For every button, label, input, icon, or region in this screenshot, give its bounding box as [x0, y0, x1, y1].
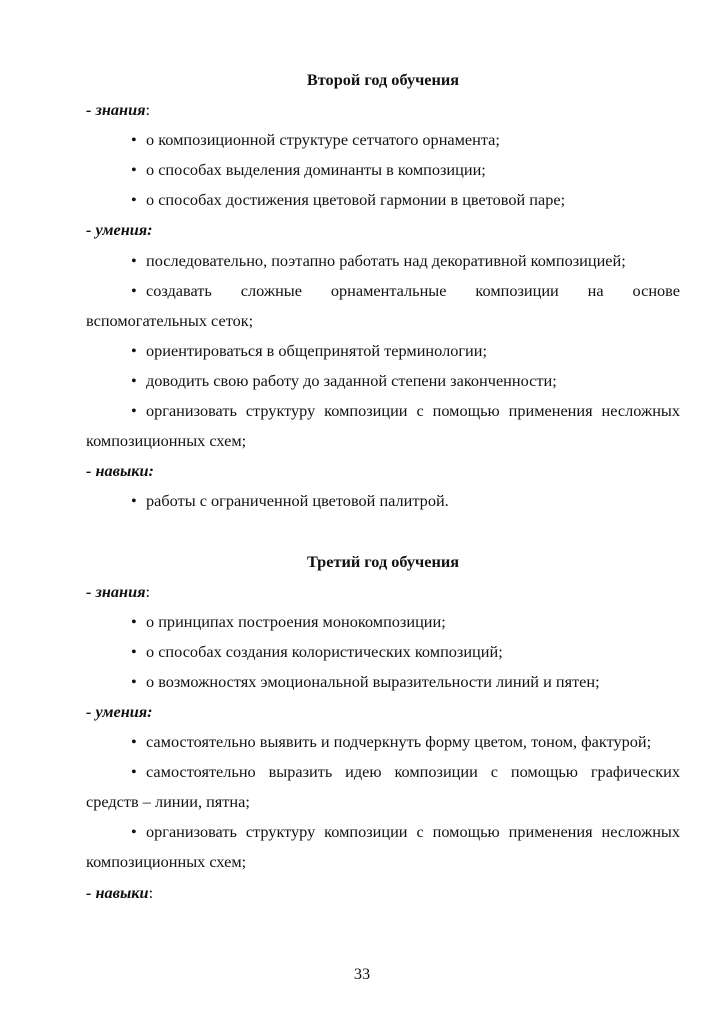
list-item [86, 637, 680, 667]
list-item-text: работы с ограниченной цветовой палитрой. [146, 491, 449, 511]
list-item [86, 336, 680, 366]
section-spacer [86, 516, 680, 546]
list-item [86, 817, 680, 877]
list-item [86, 125, 680, 155]
list-item-text: доводить свою работу до заданной степени законченности; [146, 370, 557, 390]
bullet-icon: • [131, 280, 137, 300]
group-label-text: - знания [86, 100, 146, 120]
bullet-icon: • [131, 732, 137, 752]
list-item-text: организовать структуру композиции с помощью применения несложных композиционных схем; [86, 401, 680, 451]
section-title: Второй год обучения [306, 70, 460, 89]
list-item [86, 185, 680, 215]
list-item [86, 396, 680, 456]
bullet-icon: • [131, 491, 137, 511]
bullet-icon: • [131, 130, 137, 150]
group-label [86, 456, 680, 486]
section-title: Третий год обучения [306, 551, 460, 571]
bullet-icon: • [131, 401, 137, 421]
bullet-icon: • [131, 250, 137, 270]
group-label [86, 878, 680, 908]
bullet-icon: • [131, 370, 137, 390]
bullet-icon: • [131, 671, 137, 691]
group-label-text: - умения: [86, 220, 153, 240]
list-item-text: о способах выделения доминанты в композиции; [146, 160, 486, 180]
list-item [86, 155, 680, 185]
list-item-text: ориентироваться в общепринятой терминологии; [146, 340, 487, 360]
group-label-colon: : [145, 581, 151, 601]
list-item [86, 486, 680, 516]
list-item-text: организовать структуру композиции с помощью применения несложных композиционных схем; [86, 822, 680, 872]
group-label-colon: : [148, 882, 154, 902]
bullet-icon: • [131, 822, 137, 842]
list-item-text: о возможностях эмоциональной выразительности линий и пятен; [146, 671, 600, 691]
group-label [86, 697, 680, 727]
list-item [86, 667, 680, 697]
group-label-text: - знания [86, 581, 146, 601]
group-label [86, 577, 680, 607]
list-item-text: о принципах построения монокомпозиции; [146, 611, 446, 631]
list-item-text: самостоятельно выразить идею композиции с помощью графических средств – линии, пятна; [86, 762, 680, 812]
bullet-icon: • [131, 641, 137, 661]
list-item-text: о композиционной структуре сетчатого орнамента; [146, 130, 500, 150]
document-body [86, 65, 680, 908]
bullet-icon: • [131, 340, 137, 360]
list-item-text: о способах создания колористических композиций; [146, 641, 503, 661]
group-label-text: - навыки [86, 882, 149, 902]
bullet-icon: • [131, 160, 137, 180]
list-item-text: о способах достижения цветовой гармонии в цветовой паре; [146, 190, 566, 210]
group-label-colon: : [145, 100, 151, 120]
list-item-text: создавать сложные орнаментальные композиции на основе вспомогательных сеток; [86, 280, 680, 330]
list-item [86, 757, 680, 817]
bullet-icon: • [131, 190, 137, 210]
list-item-text: самостоятельно выявить и подчеркнуть форму цветом, тоном, фактурой; [146, 732, 652, 752]
bullet-icon: • [131, 762, 137, 782]
list-item-text: последовательно, поэтапно работать над декоративной композицией; [146, 250, 626, 270]
group-label [86, 95, 680, 125]
list-item [86, 246, 680, 276]
group-label-text: - навыки: [86, 461, 154, 481]
group-label-text: - умения: [86, 701, 153, 721]
page-number: 33 [353, 964, 371, 983]
list-item [86, 607, 680, 637]
list-item [86, 366, 680, 396]
list-item [86, 727, 680, 757]
group-label [86, 215, 680, 245]
bullet-icon: • [131, 611, 137, 631]
list-item [86, 276, 680, 336]
